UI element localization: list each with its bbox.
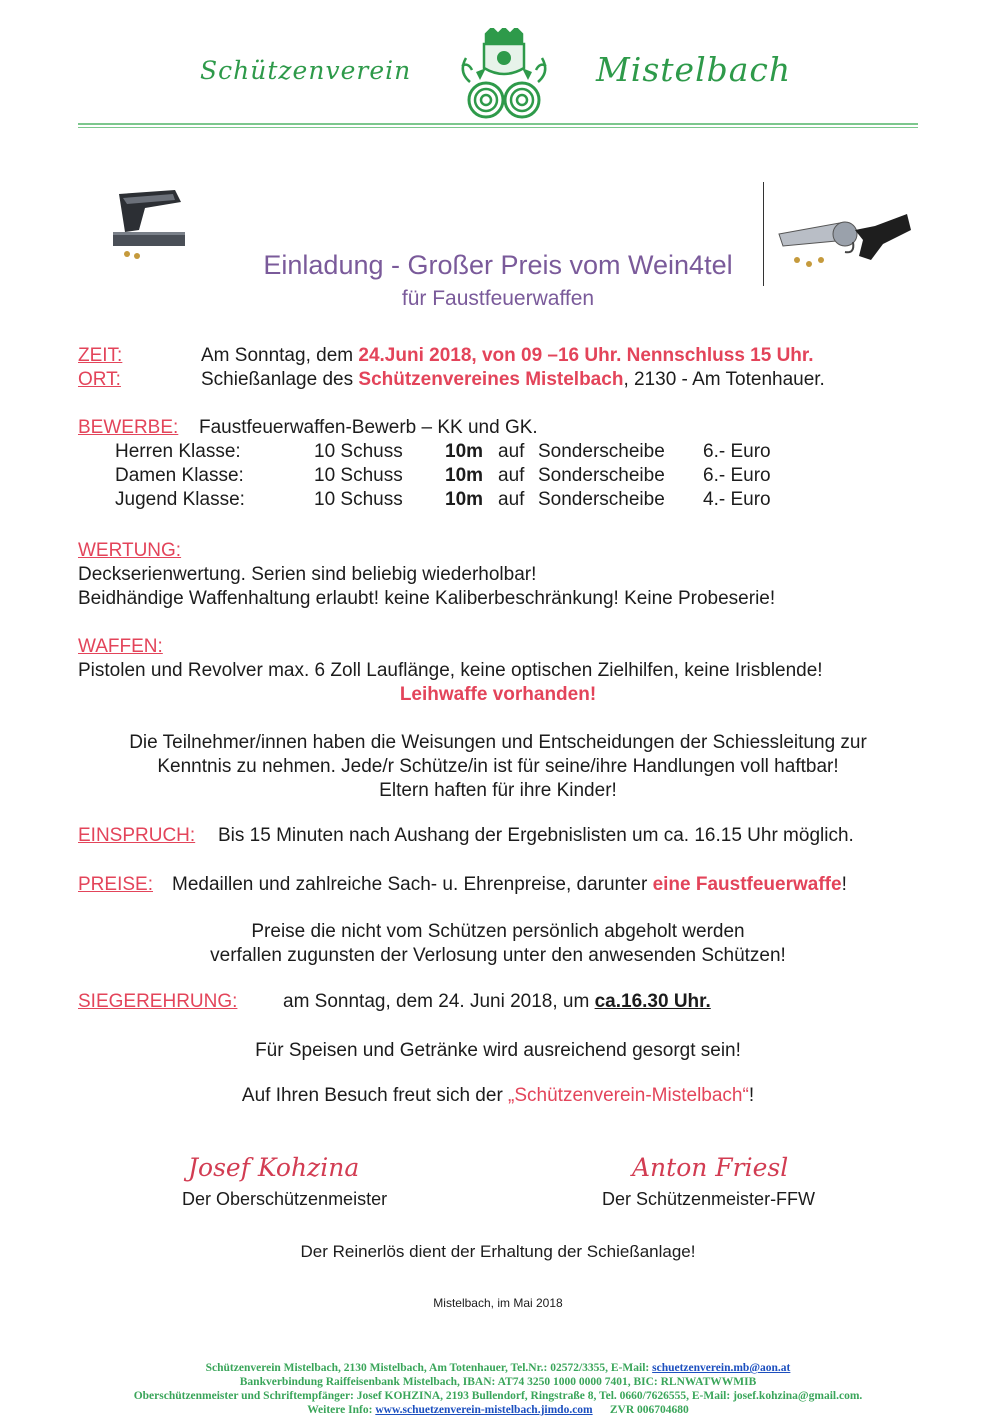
klasse-cell: Jugend Klasse: xyxy=(115,489,245,510)
zeit-label: ZEIT: xyxy=(78,345,123,366)
club-name-right: Mistelbach xyxy=(596,50,792,89)
preis-cell: 6.- Euro xyxy=(703,465,771,486)
distanz-cell: 10m xyxy=(445,465,484,486)
wertung-line1: Deckserienwertung. Serien sind beliebig wiederholbar! xyxy=(78,564,537,585)
footer-line4-pre: Weitere Info: xyxy=(307,1404,376,1416)
club-name-left: Schützenverein xyxy=(200,56,412,85)
wertung-label: WERTUNG: xyxy=(78,540,182,561)
club-crest-icon xyxy=(456,28,552,120)
schuss-cell: 10 Schuss xyxy=(314,441,403,462)
scheibe-cell: Sonderscheibe xyxy=(538,441,665,462)
reinerloes-text: Der Reinerlös dient der Erhaltung der Schießanlage! xyxy=(300,1242,696,1261)
klasse-cell: Herren Klasse: xyxy=(115,441,241,462)
auf-cell: auf xyxy=(498,465,525,486)
besuch-club: „Schützenverein-Mistelbach“ xyxy=(508,1085,749,1106)
preise-text-pre: Medaillen und zahlreiche Sach- u. Ehrenpreise, darunter xyxy=(172,874,653,895)
besuch-text xyxy=(0,1084,996,1108)
preise-label: PREISE: xyxy=(78,874,153,895)
zeit-text-bold: 24.Juni 2018, von 09 –16 Uhr. Nennschluss 15 Uhr. xyxy=(358,345,814,366)
siegerehrung-text-pre: am Sonntag, dem 24. Juni 2018, um xyxy=(283,991,595,1012)
footer-zvr: ZVR 006704680 xyxy=(592,1404,689,1416)
distanz-cell: 10m xyxy=(445,441,484,462)
preis-cell: 4.- Euro xyxy=(703,489,771,510)
hinweis-line1: Die Teilnehmer/innen haben die Weisungen und Entscheidungen der Schiessleitung zur xyxy=(129,732,867,753)
klasse-cell: Damen Klasse: xyxy=(115,465,244,486)
scheibe-cell: Sonderscheibe xyxy=(538,465,665,486)
ort-text-post: , 2130 - Am Totenhauer. xyxy=(623,369,825,390)
schuss-cell: 10 Schuss xyxy=(314,489,403,510)
footer-line1-text: Schützenverein Mistelbach, 2130 Mistelbach, Am Totenhauer, Tel.Nr.: 02572/3355, E-Mail: xyxy=(205,1362,653,1374)
bewerbe-text: Faustfeuerwaffen-Bewerb – KK und GK. xyxy=(199,417,538,438)
footer-email-link[interactable]: schuetzenverein.mb@aon.at xyxy=(652,1362,791,1374)
footer-line2: Bankverbindung Raiffeisenbank Mistelbach, IBAN: AT74 3250 1000 0000 7401, BIC: RLNWATWWMIB xyxy=(239,1376,757,1388)
einspruch-text: Bis 15 Minuten nach Aushang der Ergebnislisten um ca. 16.15 Uhr möglich. xyxy=(218,825,854,846)
waffen-line1: Pistolen und Revolver max. 6 Zoll Lauflänge, keine optischen Zielhilfen, keine Irisblende! xyxy=(78,660,823,681)
signature-friesl: Anton Friesl xyxy=(632,1153,789,1182)
table-row xyxy=(115,440,771,464)
siegerehrung-label: SIEGEREHRUNG: xyxy=(78,991,238,1012)
page-title: Einladung - Großer Preis vom Wein4tel xyxy=(263,250,733,280)
page-subtitle: für Faustfeuerwaffen xyxy=(401,287,595,310)
ort-text-pre: Schießanlage des xyxy=(201,369,359,390)
waffen-label: WAFFEN: xyxy=(78,636,163,657)
footer-website-link[interactable]: www.schuetzenverein-mistelbach.jimdo.com xyxy=(375,1404,593,1416)
bewerbe-label: BEWERBE: xyxy=(78,417,179,438)
hinweis-line3: Eltern haften für ihre Kinder! xyxy=(379,780,617,801)
table-row xyxy=(115,488,771,512)
besuch-pre: Auf Ihren Besuch freut sich der xyxy=(241,1085,509,1106)
footer-line4 xyxy=(0,1403,996,1417)
preise-text-bold: eine Faustfeuerwaffe xyxy=(652,874,842,895)
hinweis-line2: Kenntnis zu nehmen. Jede/r Schütze/in ist für seine/ihre Handlungen voll haftbar! xyxy=(157,756,839,777)
table-row xyxy=(115,464,771,488)
klassen-table xyxy=(115,440,771,512)
preise-note2: verfallen zugunsten der Verlosung unter den anwesenden Schützen! xyxy=(210,945,786,966)
header-divider xyxy=(78,123,918,125)
besuch-post: ! xyxy=(748,1085,755,1106)
zeit-text xyxy=(201,344,814,368)
footer-line1 xyxy=(0,1361,996,1375)
scheibe-cell: Sonderscheibe xyxy=(538,489,665,510)
distanz-cell: 10m xyxy=(445,489,484,510)
footer-line3: Oberschützenmeister und Schriftempfänger: Josef KOHZINA, 2193 Bullendorf, Ringstraße 8, Tel. 0660/7626555, E-Mail: josef.kohzina@gmail.com. xyxy=(133,1390,863,1402)
footer xyxy=(0,1361,996,1417)
siegerehrung-text xyxy=(283,990,711,1014)
header-divider xyxy=(78,127,918,128)
schuss-cell: 10 Schuss xyxy=(314,465,403,486)
ort-label: ORT: xyxy=(78,369,121,390)
preise-note1: Preise die nicht vom Schützen persönlich abgeholt werden xyxy=(251,921,745,942)
wertung-line2: Beidhändige Waffenhaltung erlaubt! keine Kaliberbeschränkung! Keine Probeserie! xyxy=(78,588,776,609)
preise-text-post: ! xyxy=(841,874,847,895)
preis-cell: 6.- Euro xyxy=(703,441,771,462)
auf-cell: auf xyxy=(498,441,525,462)
place-date: Mistelbach, im Mai 2018 xyxy=(433,1296,563,1310)
signature-kohzina: Josef Kohzina xyxy=(188,1153,360,1182)
role-schuetzenmeister-ffw: Der Schützenmeister-FFW xyxy=(602,1189,816,1209)
einspruch-label: EINSPRUCH: xyxy=(78,825,196,846)
ort-text xyxy=(201,368,825,392)
preise-text xyxy=(172,873,847,897)
siegerehrung-text-bold: ca.16.30 Uhr. xyxy=(594,991,711,1012)
role-oberschuetzenmeister: Der Oberschützenmeister xyxy=(182,1189,388,1209)
auf-cell: auf xyxy=(498,489,525,510)
ort-text-bold: Schützenvereines Mistelbach xyxy=(358,369,624,390)
speisen-text: Für Speisen und Getränke wird ausreichend gesorgt sein! xyxy=(255,1040,741,1061)
zeit-text-pre: Am Sonntag, dem xyxy=(201,345,359,366)
leihwaffe-note: Leihwaffe vorhanden! xyxy=(399,684,597,705)
